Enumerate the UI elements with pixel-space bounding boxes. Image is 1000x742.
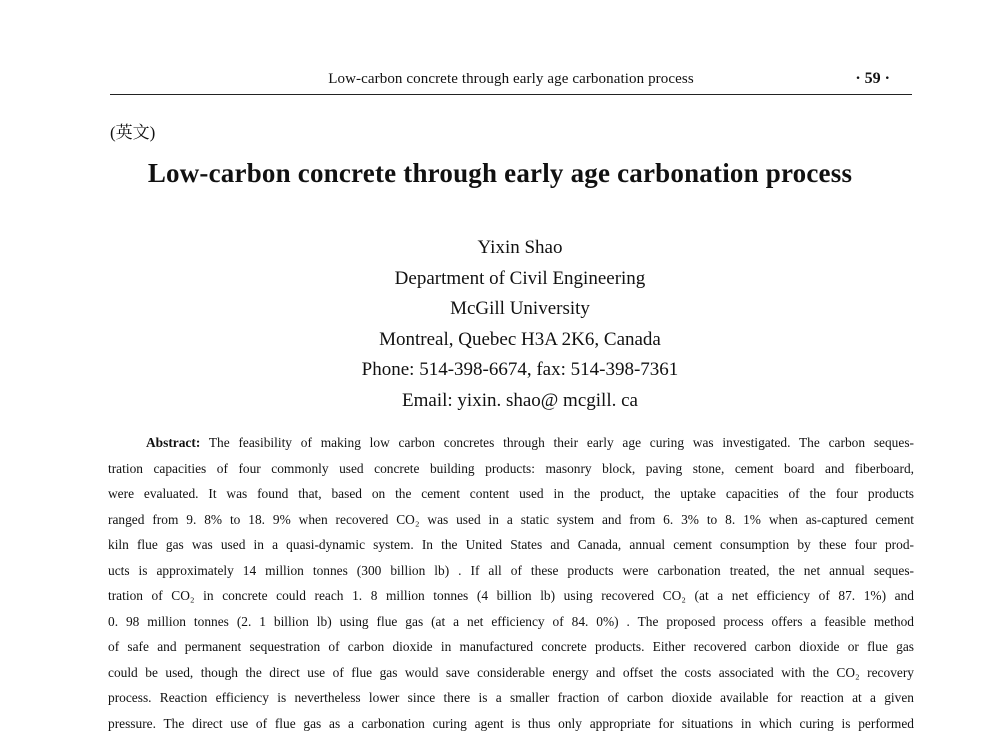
abstract-line: ucts is approximately 14 million tonnes (300 billion lb) . If all of these products were carbonation treated, the net annual seques- [108,562,914,578]
author-phone-fax: Phone: 514-398-6674, fax: 514-398-7361 [361,359,679,380]
abstract-line: could be used, though the direct use of flue gas would save considerable energy and offset the costs associated with the CO₂ recovery [108,664,914,680]
abstract-line: 0. 98 million tonnes (2. 1 billion lb) using flue gas (at a net efficiency of 84. 0%) . The proposed process offers a feasible method [108,613,914,629]
language-tag: (英文) [110,123,156,142]
abstract-line: tration of CO₂ in concrete could reach 1. 8 million tonnes (4 billion lb) using recovered CO₂ (at a net efficiency of 87. 1%) and [108,588,914,603]
paper-title: Low-carbon concrete through early age carbonation process [147,158,853,188]
author-name: Yixin Shao [477,237,563,258]
abstract-line: pressure. The direct use of flue gas as a carbonation curing agent is thus only appropriate for situations in which curing is performed [108,715,914,731]
abstract-label: Abstract: [146,435,201,450]
abstract-line: process. Reaction efficiency is nevertheless lower since there is a smaller fraction of carbon dioxide available for reaction at a given [108,690,914,705]
abstract-line: of safe and permanent sequestration of carbon dioxide in manufactured concrete products. Either recovered carbon dioxide or flue gas [108,639,914,654]
author-department: Department of Civil Engineering [394,267,646,289]
author-block [0,233,1000,416]
author-address: Montreal, Quebec H3A 2K6, Canada [379,328,661,350]
author-email: Email: yixin. shao@ mcgill. ca [402,389,638,411]
abstract-line: Abstract: The feasibility of making low carbon concretes through their early age curing was investigated. The carbon seques- [146,435,914,450]
running-header [110,64,912,95]
abstract-line: kiln flue gas was used in a quasi-dynamic system. In the United States and Canada, annual cement consumption by these four prod- [108,537,914,552]
abstract-line: were evaluated. It was found that, based on the cement content used in the product, the uptake capacities of the four products [108,486,914,501]
author-university: McGill University [450,298,590,319]
abstract-line: tration capacities of four commonly used concrete building products: masonry block, paving stone, cement board and fiberboard, [108,460,914,476]
page-number: · 59 · [855,70,890,87]
abstract [108,430,914,736]
running-title: Low-carbon concrete through early age carbonation process [328,71,694,87]
abstract-line: ranged from 9. 8% to 18. 9% when recovered CO₂ was used in a static system and from 6. 3% to 8. 1% when as-captured cement [108,511,914,527]
